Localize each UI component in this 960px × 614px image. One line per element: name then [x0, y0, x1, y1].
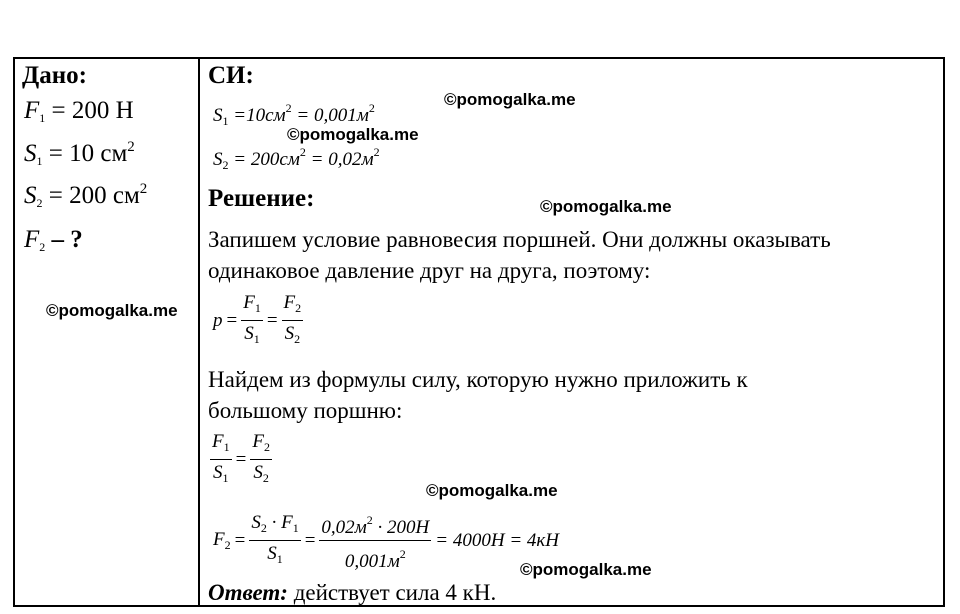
den-area-power: 2 [399, 547, 406, 561]
s1-power: 2 [127, 139, 135, 155]
si2-value-b: = 0,02м [310, 149, 374, 170]
si1-index: 1 [222, 114, 229, 128]
watermark: ©pomogalka.me [540, 197, 672, 216]
num-s-index: 2 [260, 521, 267, 535]
solution-para2-line2: большому поршню: [208, 398, 403, 423]
equals-sign: = [234, 530, 246, 551]
answer-label: Ответ: [208, 580, 288, 605]
frac-index: 2 [262, 471, 269, 485]
answer-line [208, 577, 496, 608]
si2-index: 2 [222, 158, 229, 172]
frac-s: S [284, 323, 295, 344]
s2-value: = 200 см [48, 182, 140, 209]
frac-index: 2 [263, 440, 270, 454]
si-heading: СИ: [208, 62, 254, 89]
den-area: 0,001м [344, 551, 400, 572]
task-table [13, 57, 945, 607]
si1-symbol: S [213, 105, 223, 126]
fraction-f1-s1 [241, 292, 263, 350]
si1-power-b: 2 [368, 101, 375, 115]
f2-index: 2 [39, 240, 46, 254]
force-equation [213, 509, 559, 573]
fraction-f1-s1 [210, 431, 232, 489]
solution-heading: Решение: [208, 185, 315, 212]
s1-index: 1 [36, 154, 43, 168]
f2-lhs-symbol: F [213, 529, 225, 550]
given-s1 [24, 139, 135, 169]
si1-value-a: =10см [233, 105, 286, 126]
watermark: ©pomogalka.me [520, 560, 652, 579]
num-area: 0,02м [321, 517, 367, 538]
num-f: · F [271, 512, 293, 533]
si1-power-a: 2 [285, 101, 292, 115]
frac-f: F [212, 431, 224, 452]
frac-index: 1 [223, 440, 230, 454]
given-f1 [24, 97, 134, 126]
num-area-power: 2 [366, 513, 373, 527]
frac-index: 1 [253, 332, 260, 346]
den-s-index: 1 [276, 552, 283, 566]
f1-value: = 200 Н [51, 97, 134, 124]
frac-s: S [253, 462, 263, 483]
num-s: S [251, 512, 261, 533]
f1-symbol: F [24, 97, 40, 124]
f2-question: – ? [51, 226, 83, 253]
fraction-symbolic [249, 512, 300, 570]
si1-value-b: = 0,001м [296, 105, 369, 126]
si2-symbol: S [213, 149, 223, 170]
s2-power: 2 [139, 181, 148, 197]
frac-index: 1 [254, 301, 261, 315]
frac-index: 2 [294, 332, 301, 346]
column-divider [198, 59, 200, 605]
s1-value: = 10 см [48, 140, 128, 167]
num-force: · 200Н [377, 517, 430, 538]
equals-sign: = [304, 530, 316, 551]
equals-sign: = [226, 310, 238, 331]
s2-index: 2 [36, 196, 43, 210]
solution-para1-line2: одинаковое давление друг на друга, поэтому: [208, 258, 651, 283]
si2-value-a: = 200см [233, 149, 300, 170]
force-result: = 4000Н = 4кН [435, 530, 560, 551]
frac-f: F [243, 292, 255, 313]
den-s: S [267, 543, 277, 564]
fraction-numeric [319, 509, 431, 573]
num-f-index: 1 [292, 521, 299, 535]
solution-para2-line1: Найдем из формулы силу, которую нужно приложить к [208, 367, 748, 392]
si-line-2 [213, 145, 380, 173]
f2-lhs-index: 2 [224, 538, 231, 552]
frac-s: S [213, 462, 223, 483]
frac-s: S [244, 323, 254, 344]
f1-index: 1 [39, 111, 46, 125]
s2-symbol: S [24, 182, 37, 209]
f2-lhs [213, 529, 231, 553]
f2-symbol: F [24, 226, 40, 253]
frac-f: F [283, 292, 296, 313]
watermark: ©pomogalka.me [287, 125, 419, 144]
frac-f: F [252, 431, 264, 452]
equals-sign: = [266, 310, 278, 331]
watermark: ©pomogalka.me [426, 481, 558, 500]
si2-power-a: 2 [299, 145, 306, 159]
pressure-equation [213, 292, 303, 350]
equals-sign: = [235, 449, 247, 470]
given-heading: Дано: [22, 62, 87, 89]
given-f2 [24, 226, 83, 255]
fraction-f2-s2 [282, 292, 304, 350]
solution-para1-line1: Запишем условие равновесия поршней. Они должны оказывать [208, 227, 831, 252]
ratio-equation [210, 431, 272, 489]
given-s2 [24, 181, 147, 211]
watermark: ©pomogalka.me [444, 90, 576, 109]
pressure-symbol: p [213, 310, 223, 331]
frac-index: 2 [295, 301, 302, 315]
frac-index: 1 [222, 471, 229, 485]
si2-power-b: 2 [373, 145, 380, 159]
watermark: ©pomogalka.me [46, 301, 178, 320]
answer-text: действует сила 4 кН. [293, 580, 497, 605]
fraction-f2-s2 [250, 431, 272, 489]
s1-symbol: S [24, 140, 37, 167]
